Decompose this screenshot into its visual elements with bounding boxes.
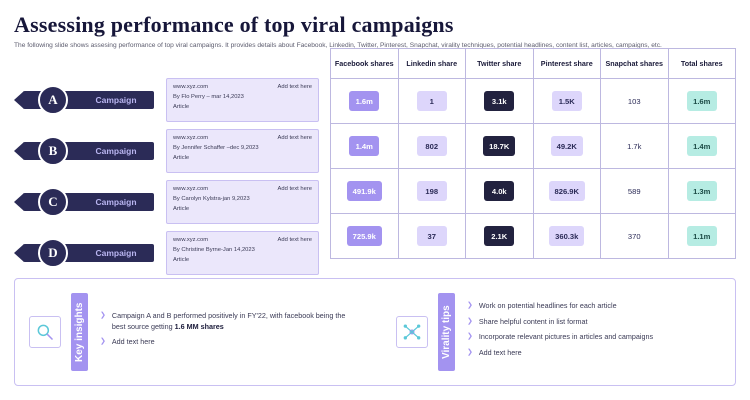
campaign-meta: By Carolyn Kylstra-jan 9,2023 xyxy=(173,195,250,202)
value-badge: 37 xyxy=(417,226,447,246)
value-badge: 360.3k xyxy=(549,226,584,246)
table-cell xyxy=(466,124,534,169)
campaign-card[interactable] xyxy=(166,78,319,122)
table-cell xyxy=(466,79,534,124)
key-insights-bullets xyxy=(100,311,360,352)
column-header-twitter: Twitter share xyxy=(466,49,534,79)
campaign-label: Campaign xyxy=(95,95,137,105)
campaign-meta: By Christine Byrne-Jan 14,2023 xyxy=(173,246,255,253)
value-badge: 4.0k xyxy=(484,181,514,201)
value-badge: 589 xyxy=(627,186,641,196)
tip-text: Share helpful content in list format xyxy=(478,316,588,326)
table-cell xyxy=(601,214,669,259)
value-badge: 1.4m xyxy=(349,136,379,156)
campaign-letter: C xyxy=(38,187,68,217)
value-badge: 1.7k xyxy=(627,141,642,151)
table-cell xyxy=(398,124,466,169)
value-badge: 1.6m xyxy=(687,91,717,111)
campaign-site: www.xyz.com xyxy=(173,135,209,141)
key-insights-section xyxy=(15,279,368,385)
value-badge: 49.2K xyxy=(551,136,583,156)
campaign-article: Article xyxy=(173,205,190,212)
chevron-right-icon: ❯ xyxy=(100,338,106,346)
table-cell xyxy=(331,79,399,124)
campaign-letter: A xyxy=(38,85,68,115)
panel-divider xyxy=(368,279,382,385)
value-badge: 370 xyxy=(627,231,641,241)
table-row xyxy=(331,124,736,169)
table-cell xyxy=(398,79,466,124)
value-badge: 1.6m xyxy=(349,91,379,111)
campaign-meta: By Flo Perry – mar 14,2023 xyxy=(173,93,244,100)
chevron-right-icon: ❯ xyxy=(467,302,473,309)
table-cell xyxy=(668,79,736,124)
table-cell xyxy=(331,124,399,169)
insight-add-text[interactable]: Add text here xyxy=(111,337,155,347)
campaign-card[interactable] xyxy=(166,180,319,224)
value-badge: 1.3m xyxy=(687,181,717,201)
table-row xyxy=(331,169,736,214)
table-cell xyxy=(331,214,399,259)
table-header-row xyxy=(331,49,736,79)
campaign-article: Article xyxy=(173,154,190,161)
list-item xyxy=(100,311,360,332)
metrics-table-wrapper xyxy=(330,48,736,259)
list-item xyxy=(467,317,653,328)
virality-tips-section xyxy=(382,279,735,385)
value-badge: 802 xyxy=(417,136,447,156)
campaign-letter: D xyxy=(38,238,68,268)
network-nodes-icon xyxy=(396,316,428,348)
table-cell xyxy=(601,169,669,214)
value-badge: 103 xyxy=(627,96,641,106)
insight-highlight: 1.6 MM shares xyxy=(174,321,224,331)
table-cell xyxy=(533,124,601,169)
virality-tips-label: Virality tips xyxy=(438,293,455,371)
table-cell xyxy=(466,214,534,259)
chevron-right-icon: ❯ xyxy=(467,333,473,340)
column-header-snapchat: Snapchat shares xyxy=(601,49,669,79)
table-cell xyxy=(398,169,466,214)
campaign-meta: By Jennifer Schaffer –dec 9,2023 xyxy=(173,144,259,151)
metrics-table xyxy=(330,48,736,259)
chevron-right-icon: ❯ xyxy=(467,348,473,356)
virality-tips-bullets xyxy=(467,301,653,363)
campaign-add-text[interactable]: Add text here xyxy=(277,237,312,243)
list-item xyxy=(467,332,653,343)
value-badge: 1.4m xyxy=(687,136,717,156)
table-cell xyxy=(601,79,669,124)
table-cell xyxy=(466,169,534,214)
campaign-label: Campaign xyxy=(95,248,137,258)
column-header-total: Total shares xyxy=(668,49,736,79)
table-cell xyxy=(668,214,736,259)
table-cell xyxy=(601,124,669,169)
campaign-label: Campaign xyxy=(95,146,137,156)
tip-text: Incorporate relevant pictures in articles and campaigns xyxy=(478,332,654,341)
bottom-panel xyxy=(14,278,736,386)
list-item[interactable] xyxy=(14,129,319,173)
table-cell xyxy=(533,79,601,124)
tip-add-text[interactable]: Add text here xyxy=(478,347,522,357)
campaign-site: www.xyz.com xyxy=(173,186,209,192)
campaign-add-text[interactable]: Add text here xyxy=(277,186,312,192)
page-title: Assessing performance of top viral campaigns xyxy=(14,12,454,37)
tip-text: Work on potential headlines for each article xyxy=(478,301,617,310)
table-cell xyxy=(398,214,466,259)
insight-text: Campaign A and B performed positively in FY'22, with facebook being the best source getting xyxy=(111,311,346,331)
table-cell xyxy=(668,169,736,214)
value-badge: 2.1K xyxy=(484,226,514,246)
campaign-list xyxy=(14,78,319,282)
campaign-letter: B xyxy=(38,136,68,166)
list-item[interactable] xyxy=(100,337,360,348)
column-header-pinterest: Pinterest share xyxy=(533,49,601,79)
value-badge: 1 xyxy=(417,91,447,111)
campaign-badge xyxy=(14,187,154,217)
value-badge: 3.1k xyxy=(484,91,514,111)
table-cell xyxy=(331,169,399,214)
value-badge: 491.9k xyxy=(347,181,382,201)
value-badge: 198 xyxy=(417,181,447,201)
value-badge: 1.1m xyxy=(687,226,717,246)
list-item[interactable] xyxy=(467,348,653,359)
campaign-badge xyxy=(14,238,154,268)
campaign-add-text[interactable]: Add text here xyxy=(277,84,312,90)
table-cell xyxy=(533,214,601,259)
campaign-badge xyxy=(14,136,154,166)
campaign-article: Article xyxy=(173,256,190,263)
table-cell xyxy=(668,124,736,169)
list-item[interactable] xyxy=(14,180,319,224)
chevron-right-icon: ❯ xyxy=(467,317,473,325)
campaign-card[interactable] xyxy=(166,129,319,173)
value-badge: 826.9K xyxy=(549,181,586,201)
campaign-add-text[interactable]: Add text here xyxy=(277,135,312,141)
column-header-linkedin: Linkedin share xyxy=(398,49,466,79)
campaign-article: Article xyxy=(173,103,190,110)
campaign-card[interactable] xyxy=(166,231,319,275)
campaign-site: www.xyz.com xyxy=(173,237,209,243)
campaign-label: Campaign xyxy=(95,197,137,207)
value-badge: 725.9k xyxy=(347,226,382,246)
campaign-badge xyxy=(14,85,154,115)
list-item[interactable] xyxy=(14,78,319,122)
table-row xyxy=(331,214,736,259)
key-insights-label: Key insights xyxy=(71,293,88,371)
value-badge: 1.5K xyxy=(552,91,582,111)
page-subtitle: The following slide shows assesing performance of top viral campaigns. It provides details about Facebook, Linkedin, Twitter, Pinterest, Snapchat, virality techniques, potential headlines, content list, articles, campaigns, etc. xyxy=(14,42,662,49)
list-item xyxy=(467,301,653,312)
campaign-site: www.xyz.com xyxy=(173,84,209,90)
value-badge: 18.7K xyxy=(483,136,515,156)
table-cell xyxy=(533,169,601,214)
chevron-right-icon: ❯ xyxy=(100,312,106,320)
list-item[interactable] xyxy=(14,231,319,275)
magnifier-icon xyxy=(29,316,61,348)
table-row xyxy=(331,79,736,124)
column-header-facebook: Facebook shares xyxy=(331,49,399,79)
